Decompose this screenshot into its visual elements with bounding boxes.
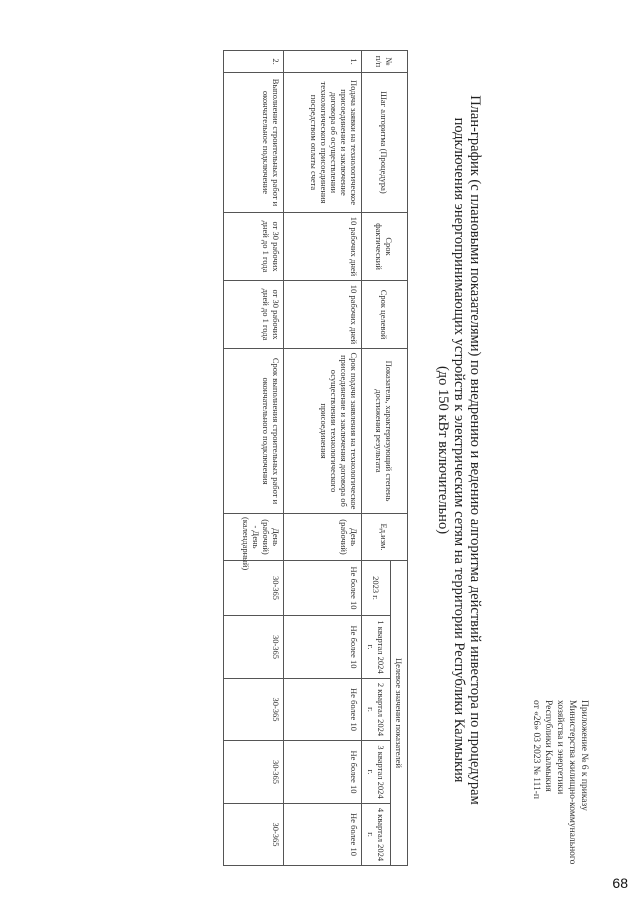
table-row (284, 51, 362, 866)
row-actual: 10 рабочих дней (284, 213, 362, 281)
row-step: Подача заявки на технологическое присоединение и заключение договора об осуществлении технологического присоединения посредством оплаты счета (284, 73, 362, 213)
plan-table (223, 50, 408, 866)
page-number: 68 (612, 875, 628, 891)
row-num: 1. (284, 51, 362, 73)
row-indicator: Срок выполнения строительных работ и окончательного подключения (224, 349, 284, 514)
row-actual: от 30 рабочих дней до 1 года (224, 213, 284, 281)
header-step: Шаг алгоритма (Процедура) (362, 73, 408, 213)
header-period: 3 квартал 2024 г. (362, 741, 391, 804)
header-period: 2023 г. (362, 561, 391, 616)
row-value: 30-365 (224, 679, 284, 741)
header-period: 1 квартал 2024 г. (362, 616, 391, 679)
header-actual: Срок фактический (362, 213, 408, 281)
row-value: 30-365 (224, 804, 284, 866)
document-title (435, 40, 483, 860)
row-value: Не более 10 (284, 561, 362, 616)
row-step: Выполнение строительных работ и окончательное подключение (224, 73, 284, 213)
approval-line: Республики Калмыкия (543, 700, 553, 792)
row-indicator: Срок подачи заявления на технологическое присоединение и заключения договора об осуществлении технологического присоединения (284, 349, 362, 514)
header-target: Срок целевой (362, 281, 408, 349)
approval-stamp (530, 700, 590, 890)
header-unit: Ед.изм. (362, 514, 408, 561)
row-value: 30-365 (224, 561, 284, 616)
header-target-values: Целевое значение показателей (390, 561, 407, 866)
row-num: 2. (224, 51, 284, 73)
row-value: 30-365 (224, 741, 284, 804)
approval-line: Министерства жилищно-коммунального (567, 700, 577, 865)
header-num: № п/п (362, 51, 408, 73)
table-row (224, 51, 284, 866)
row-target: 10 рабочих дней (284, 281, 362, 349)
row-value: Не более 10 (284, 804, 362, 866)
approval-line: хозяйства и энергетики (555, 700, 565, 795)
header-indicator: Показатель, характеризующий степень достижения результата (362, 349, 408, 514)
header-period: 2 квартал 2024 г. (362, 679, 391, 741)
title-line-2: подключения энергопринимающих устройств к электрическим сетям на территории Республики Калмыкия (451, 117, 467, 783)
title-line-3: (до 150 кВт включительно) (435, 365, 451, 535)
approval-line: Приложение № 6 к приказу (579, 700, 589, 811)
row-value: 30-365 (224, 616, 284, 679)
header-period: 4 квартал 2024 г. (362, 804, 391, 866)
row-unit: День (рабочий) - День (календарный) (224, 514, 284, 561)
approval-line: от «26» 03 2023 № 111-п (531, 700, 541, 800)
row-unit: День (рабочий) (284, 514, 362, 561)
header-row (390, 51, 407, 866)
title-line-1: План-график (с плановыми показателями) по внедрению и ведению алгоритма действий инвестора по процедурам (467, 95, 483, 805)
row-target: от 30 рабочих дней до 1 года (224, 281, 284, 349)
row-value: Не более 10 (284, 679, 362, 741)
row-value: Не более 10 (284, 741, 362, 804)
row-value: Не более 10 (284, 616, 362, 679)
